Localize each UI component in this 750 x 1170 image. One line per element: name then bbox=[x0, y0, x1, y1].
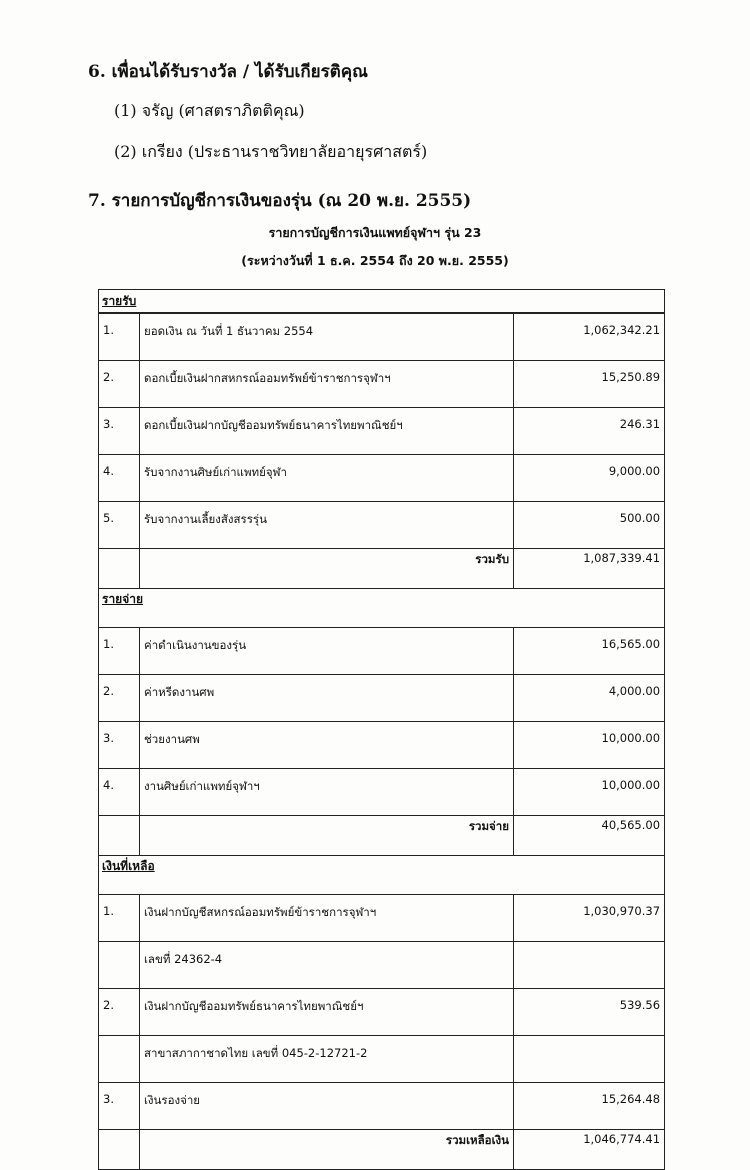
table-row bbox=[99, 1083, 665, 1130]
expense-title: รายจ่าย bbox=[102, 592, 144, 606]
row-amount: 10,000.00 bbox=[514, 769, 665, 816]
table-row bbox=[99, 628, 665, 675]
table-row bbox=[99, 361, 665, 408]
row-description: สาขาสภากาชาดไทย เลขที่ 045-2-12721-2 bbox=[140, 1036, 514, 1083]
row-number: 3. bbox=[99, 722, 140, 769]
row-number: 1. bbox=[99, 314, 140, 361]
row-number: 5. bbox=[99, 502, 140, 549]
row-description: เลขที่ 24362-4 bbox=[140, 942, 514, 989]
row-amount: 1,062,342.21 bbox=[514, 314, 665, 361]
row-description: ดอกเบี้ยเงินฝากบัญชีออมทรัพย์ธนาคารไทยพาณิชย์ฯ bbox=[140, 408, 514, 455]
table-row bbox=[99, 502, 665, 549]
row-description: เงินฝากบัญชีสหกรณ์ออมทรัพย์ข้าราชการจุฬาฯ bbox=[140, 895, 514, 942]
table-subtitle: (ระหว่างวันที่ 1 ธ.ค. 2554 ถึง 20 พ.ย. 2555) bbox=[241, 253, 509, 268]
row-description: ค่าหรีดงานศพ bbox=[140, 675, 514, 722]
table-row bbox=[99, 989, 665, 1036]
balance-total-amount: 1,046,774.41 bbox=[514, 1130, 665, 1170]
table-row bbox=[99, 675, 665, 722]
row-number: 4. bbox=[99, 769, 140, 816]
row-amount: 9,000.00 bbox=[514, 455, 665, 502]
row-amount: 16,565.00 bbox=[514, 628, 665, 675]
row-number bbox=[99, 942, 140, 989]
balance-total-label: รวมเหลือเงิน bbox=[140, 1130, 514, 1170]
row-description: งานศิษย์เก่าแพทย์จุฬาฯ bbox=[140, 769, 514, 816]
expense-total-amount: 40,565.00 bbox=[514, 816, 665, 856]
table-row bbox=[99, 722, 665, 769]
finance-table bbox=[98, 289, 665, 1170]
income-title: รายรับ bbox=[102, 293, 137, 308]
row-amount: 4,000.00 bbox=[514, 675, 665, 722]
row-description: ยอดเงิน ณ วันที่ 1 ธันวาคม 2554 bbox=[140, 314, 514, 361]
row-number bbox=[99, 1036, 140, 1083]
income-total-row bbox=[99, 549, 665, 589]
row-amount bbox=[514, 942, 665, 989]
balance-section-header bbox=[99, 856, 665, 895]
row-number: 2. bbox=[99, 989, 140, 1036]
balance-total-row bbox=[99, 1130, 665, 1170]
balance-title: เงินที่เหลือ bbox=[102, 859, 155, 873]
row-amount: 539.56 bbox=[514, 989, 665, 1036]
expense-total-label: รวมจ่าย bbox=[140, 816, 514, 856]
row-amount: 246.31 bbox=[514, 408, 665, 455]
row-number: 2. bbox=[99, 361, 140, 408]
row-amount: 500.00 bbox=[514, 502, 665, 549]
table-row bbox=[99, 408, 665, 455]
table-row bbox=[99, 314, 665, 361]
award-item-1: (1) จรัญ (ศาสตราภิตติคุณ) bbox=[114, 101, 305, 120]
row-number: 1. bbox=[99, 895, 140, 942]
table-row bbox=[99, 942, 665, 989]
table-row bbox=[99, 769, 665, 816]
table-row bbox=[99, 895, 665, 942]
income-total-label: รวมรับ bbox=[140, 549, 514, 589]
table-row bbox=[99, 1036, 665, 1083]
table-row bbox=[99, 455, 665, 502]
row-number: 3. bbox=[99, 408, 140, 455]
row-number: 4. bbox=[99, 455, 140, 502]
row-number: 1. bbox=[99, 628, 140, 675]
row-number: 3. bbox=[99, 1083, 140, 1130]
expense-section-header bbox=[99, 589, 665, 628]
row-description: เงินฝากบัญชีออมทรัพย์ธนาคารไทยพาณิชย์ฯ bbox=[140, 989, 514, 1036]
row-amount: 1,030,970.37 bbox=[514, 895, 665, 942]
section-6-heading: 6. เพื่อนได้รับรางวัล / ได้รับเกียรติคุณ bbox=[88, 62, 368, 82]
row-description: รับจากงานศิษย์เก่าแพทย์จุฬา bbox=[140, 455, 514, 502]
income-total-amount: 1,087,339.41 bbox=[514, 549, 665, 589]
section-7-heading: 7. รายการบัญชีการเงินของรุ่น (ณ 20 พ.ย. 2555) bbox=[88, 191, 472, 211]
row-amount bbox=[514, 1036, 665, 1083]
table-title: รายการบัญชีการเงินแพทย์จุฬาฯ รุ่น 23 bbox=[268, 225, 482, 240]
row-description: เงินรองจ่าย bbox=[140, 1083, 514, 1130]
row-description: ดอกเบี้ยเงินฝากสหกรณ์ออมทรัพย์ข้าราชการจุฬาฯ bbox=[140, 361, 514, 408]
expense-total-row bbox=[99, 816, 665, 856]
row-amount: 15,264.48 bbox=[514, 1083, 665, 1130]
row-amount: 10,000.00 bbox=[514, 722, 665, 769]
row-description: ค่าดำเนินงานของรุ่น bbox=[140, 628, 514, 675]
row-description: รับจากงานเลี้ยงสังสรรรุ่น bbox=[140, 502, 514, 549]
row-number: 2. bbox=[99, 675, 140, 722]
row-amount: 15,250.89 bbox=[514, 361, 665, 408]
income-section-header bbox=[99, 290, 665, 313]
row-description: ช่วยงานศพ bbox=[140, 722, 514, 769]
award-item-2: (2) เกรียง (ประธานราชวิทยาลัยอายุรศาสตร์) bbox=[114, 142, 428, 161]
